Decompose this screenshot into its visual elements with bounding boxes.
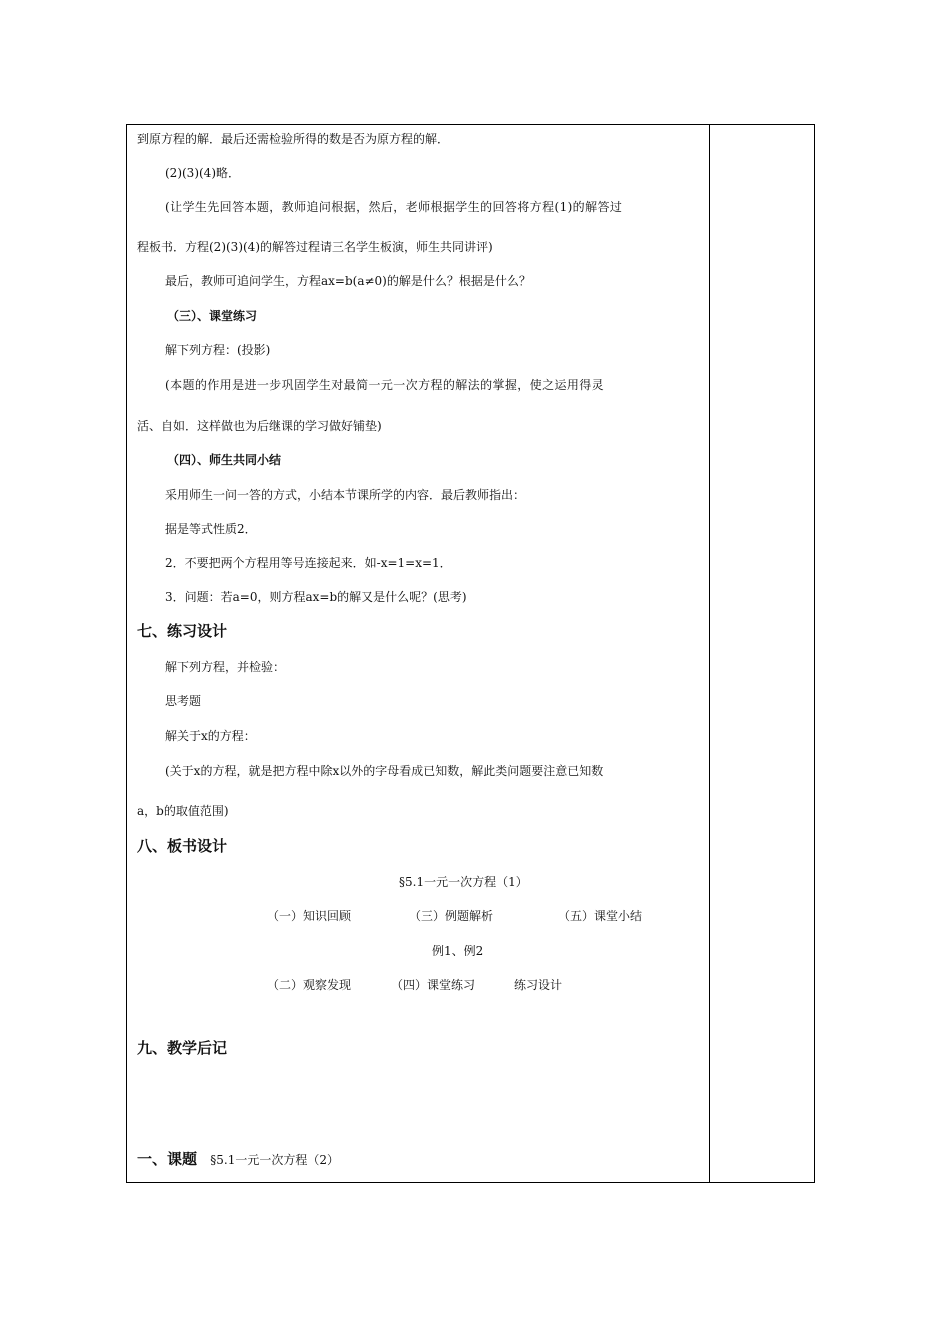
lesson-content [127, 125, 709, 1182]
column-divider [709, 125, 710, 1182]
subheading-practice: （三）、课堂练习 [167, 309, 258, 323]
board-item: 练习设计 [514, 978, 563, 992]
paragraph-line: 到原方程的解．最后还需检验所得的数是否为原方程的解． [137, 132, 450, 146]
board-item: （三）例题解析 [409, 909, 494, 923]
board-item: （二）观察发现 [267, 978, 352, 992]
paragraph-line: 活、自如．这样做也为后继课的学习做好铺垫) [137, 419, 382, 433]
paragraph-line: 思考题 [165, 694, 202, 708]
paragraph-line: a，b的取值范围) [137, 804, 229, 818]
heading-exercise-design: 七、练习设计 [137, 622, 228, 640]
paragraph-line: (2)(3)(4)略． [165, 166, 240, 180]
heading-board-design: 八、板书设计 [137, 837, 228, 855]
topic-label: 一、课题 [137, 1150, 198, 1168]
lesson-table [126, 124, 815, 1183]
paragraph-line: 最后，教师可追问学生，方程ax=b(a≠0)的解是什么？根据是什么？ [165, 274, 531, 288]
paragraph-line: 采用师生一问一答的方式，小结本节课所学的内容．最后教师指出： [165, 488, 526, 502]
subheading-summary: （四）、师生共同小结 [167, 453, 282, 467]
paragraph-line: (本题的作用是进一步巩固学生对最简一元一次方程的解法的掌握，使之运用得灵 [165, 378, 605, 392]
paragraph-line: 解关于x的方程： [165, 729, 256, 743]
paragraph-line: 据是等式性质2． [165, 522, 257, 536]
paragraph-line: 解下列方程：(投影) [165, 343, 271, 357]
paragraph-line: 程板书．方程(2)(3)(4)的解答过程请三名学生板演，师生共同讲评) [137, 240, 493, 254]
topic-title: §5.1一元一次方程（2） [210, 1153, 339, 1167]
heading-lesson-topic [137, 1150, 339, 1169]
paragraph-line: (关于x的方程，就是把方程中除x以外的字母看成已知数，解此类问题要注意已知数 [165, 764, 604, 778]
heading-teaching-notes: 九、教学后记 [137, 1039, 228, 1057]
paragraph-line: 2．不要把两个方程用等号连接起来．如-x=1=x=1． [165, 556, 452, 570]
board-item: （一）知识回顾 [267, 909, 352, 923]
board-item: （五）课堂小结 [558, 909, 643, 923]
paragraph-line: 3．问题：若a=0，则方程ax=b的解又是什么呢？(思考) [165, 590, 467, 604]
paragraph-line: (让学生先回答本题，教师追问根据，然后，老师根据学生的回答将方程(1)的解答过 [165, 200, 623, 214]
paragraph-line: 解下列方程，并检验： [165, 660, 286, 674]
board-item: （四）课堂练习 [391, 978, 476, 992]
board-title: §5.1一元一次方程（1） [399, 875, 528, 889]
board-item: 例1、例2 [432, 944, 484, 958]
